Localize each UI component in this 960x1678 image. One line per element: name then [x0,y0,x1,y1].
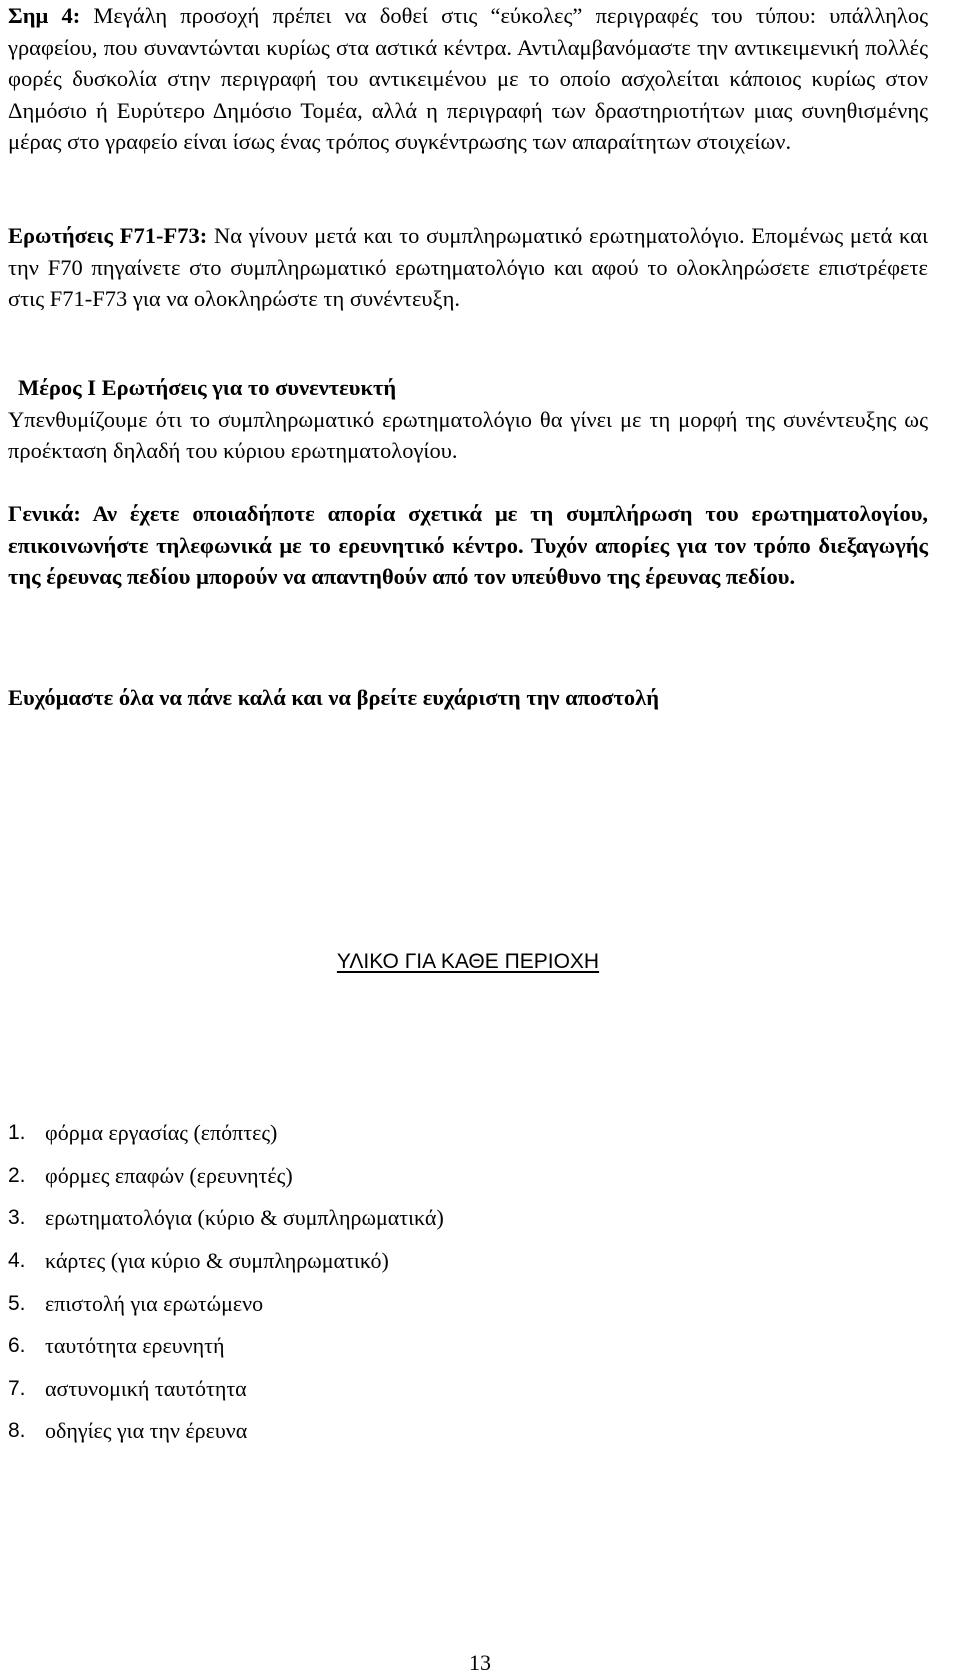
materials-list-item [8,1197,444,1240]
list-item-text: αστυνομική ταυτότητα [45,1375,247,1401]
materials-list-item [8,1282,444,1325]
list-item-text: επιστολή για ερωτώμενο [45,1290,264,1316]
materials-list-item [8,1410,444,1453]
part-1-text: Υπενθυμίζουμε ότι το συμπληρωματικό ερωτηματολόγιο θα γίνει με τη μορφή της συνέντευξης ως προέκταση δηλαδή του κύριου ερωτηματολογίου. [8,406,928,463]
list-item-text: ερωτηματολόγια (κύριο & συμπληρωματικά) [45,1205,444,1231]
part-1-heading: Μέρος Ι Ερωτήσεις για το συνεντευκτή [18,375,397,400]
list-item-text: ταυτότητα ερευνητή [45,1333,225,1359]
part-1-paragraph [8,372,928,467]
list-item-number: 3. [8,1206,26,1230]
materials-list [8,1112,444,1453]
materials-list-item [8,1368,444,1411]
list-item-number: 5. [8,1291,26,1315]
list-item-number: 8. [8,1419,26,1443]
list-item-number: 2. [8,1163,26,1187]
list-item-number: 6. [8,1334,26,1358]
questions-note-label: Ερωτήσεις F71-F73: [8,223,208,248]
materials-list-item [8,1112,444,1155]
questions-note-text: Να γίνουν μετά και το συμπληρωματικό ερωτηματολόγιο. Επομένως μετά και την F70 πηγαίνετε στο συμπληρωματικό ερωτηματολόγιο και αφού το ολοκληρώσετε επιστρέφετε στις F71-F73 για να ολοκληρώστε τη συνέντευξη. [8,223,928,311]
materials-list-item [8,1155,444,1198]
list-item-text: φόρμες επαφών (ερευνητές) [45,1162,293,1188]
general-label: Γενικά: [8,501,81,526]
materials-list-item [8,1240,444,1283]
list-item-number: 7. [8,1376,26,1400]
closing-wish: Ευχόμαστε όλα να πάνε καλά και να βρείτε ευχάριστη την αποστολή [8,685,659,710]
list-item-text: φόρμα εργασίας (επόπτες) [45,1120,278,1146]
note-4-label: Σημ 4: [8,3,81,28]
list-item-text: κάρτες (για κύριο & συμπληρωματικό) [45,1248,389,1274]
page-number: 13 [469,1650,491,1675]
list-item-number: 4. [8,1249,26,1273]
materials-list-item [8,1325,444,1368]
note-4-text: Μεγάλη προσοχή πρέπει να δοθεί στις “εύκολες” περιγραφές του τύπου: υπάλληλος γραφείου, που συναντώνται κυρίως στα αστικά κέντρα. Αντιλαμβανόμαστε την αντικειμενική πολλές φορές δυσκολία στην περιγραφή του αντικειμένου με το οποίο ασχολείται κάποιος κυρίως στον Δημόσιο ή Ευρύτερο Δημόσιο Τομέα, αλλά η περιγραφή των δραστηριοτήτων μιας συνηθισμένης μέρας στο γραφείο είναι ίσως ένας τρόπος συγκέντρωσης των απαραίτητων στοιχείων. [8,3,928,154]
list-item-text: οδηγίες για την έρευνα [45,1418,248,1444]
note-4-paragraph [8,0,928,158]
materials-title: ΥΛΙΚΟ ΓΙΑ ΚΑΘΕ ΠΕΡΙΟΧΗ [336,950,600,973]
questions-note-paragraph [8,220,928,315]
list-item-number: 1. [8,1121,26,1145]
general-text: Αν έχετε οποιαδήποτε απορία σχετικά με τη συμπλήρωση του ερωτηματολογίου, επικοινωνήστε τηλεφωνικά με το ερευνητικό κέντρο. Τυχόν απορίες για τον τρόπο διεξαγωγής της έρευνας πεδίου μπορούν να απαντηθούν από τον υπεύθυνο της έρευνας πεδίου. [8,501,928,589]
general-paragraph [8,498,928,593]
